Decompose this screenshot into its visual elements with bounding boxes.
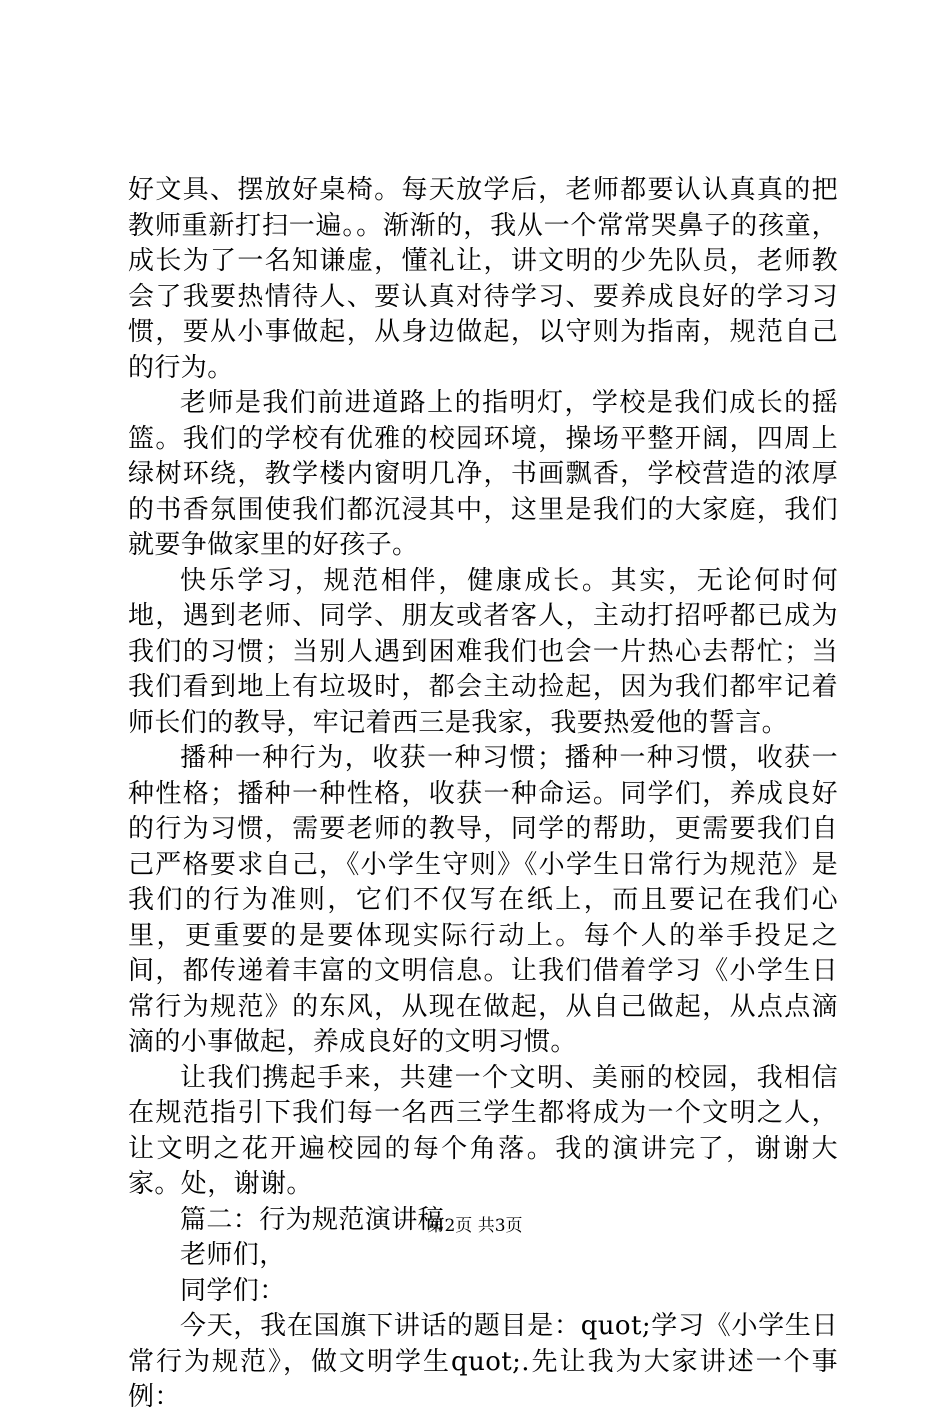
paragraph-5: 让我们携起手来，共建一个文明、美丽的校园，我相信在规范指引下我们每一名西三学生都将成为一个文明之人，让文明之花开遍校园的每个角落。我的演讲完了，谢谢大家。处，谢谢。 (128, 1062, 838, 1199)
paragraph-2: 老师是我们前进道路上的指明灯，学校是我们成长的摇篮。我们的学校有优雅的校园环境，操场平整开阔，四周上绿树环绕，教学楼内窗明几净，书画飘香，学校营造的浓厚的书香氛围使我们都沉浸其中，这里是我们的大家庭，我们就要争做家里的好孩子。 (128, 388, 838, 560)
section-heading: 篇二：行为规范演讲稿 (180, 1204, 445, 1235)
paragraph-speech-intro: 今天，我在国旗下讲话的题目是：quot;学习《小学生日常行为规范》，做文明学生quot;.先让我为大家讲述一个事例： (128, 1311, 838, 1412)
paragraph-4: 播种一种行为，收获一种习惯；播种一种习惯，收获一种性格；播种一种性格，收获一种命运。同学们，养成良好的行为习惯，需要老师的教导，同学的帮助，更需要我们自己严格要求自己，《小学生守则》《小学生日常行为规范》是我们的行为准则，它们不仅写在纸上，而且要记在我们心里，更重要的是要体现实际行动上。每个人的举手投足之间，都传递着丰富的文明信息。让我们借着学习《小学生日常行为规范》的东风，从现在做起，从自己做起，从点点滴滴的小事做起，养成良好的文明习惯。 (128, 743, 838, 1057)
paragraph-1: 好文具、摆放好桌椅。每天放学后，老师都要认认真真的把教师重新打扫一遍。。渐渐的，我从一个常常哭鼻子的孩童，成长为了一名知谦虚，懂礼让，讲文明的少先队员，老师教会了我要热情待人、要认真对待学习、要养成良好的学习习惯，要从小事做起，从身边做起，以守则为指南，规范自己的行为。 (128, 175, 838, 383)
salutation-teachers: 老师们， (180, 1240, 286, 1270)
page-number-footer: 第2页 共3页 (427, 1216, 523, 1236)
salutation-students: 同学们： (180, 1275, 286, 1306)
paragraph-3: 快乐学习，规范相伴，健康成长。其实，无论何时何地，遇到老师、同学、朋友或者客人，主动打招呼都已成为我们的习惯；当别人遇到困难我们也会一片热心去帮忙；当我们看到地上有垃圾时，都会主动捡起，因为我们都牢记着师长们的教导，牢记着西三是我家，我要热爱他的誓言。 (128, 565, 838, 738)
